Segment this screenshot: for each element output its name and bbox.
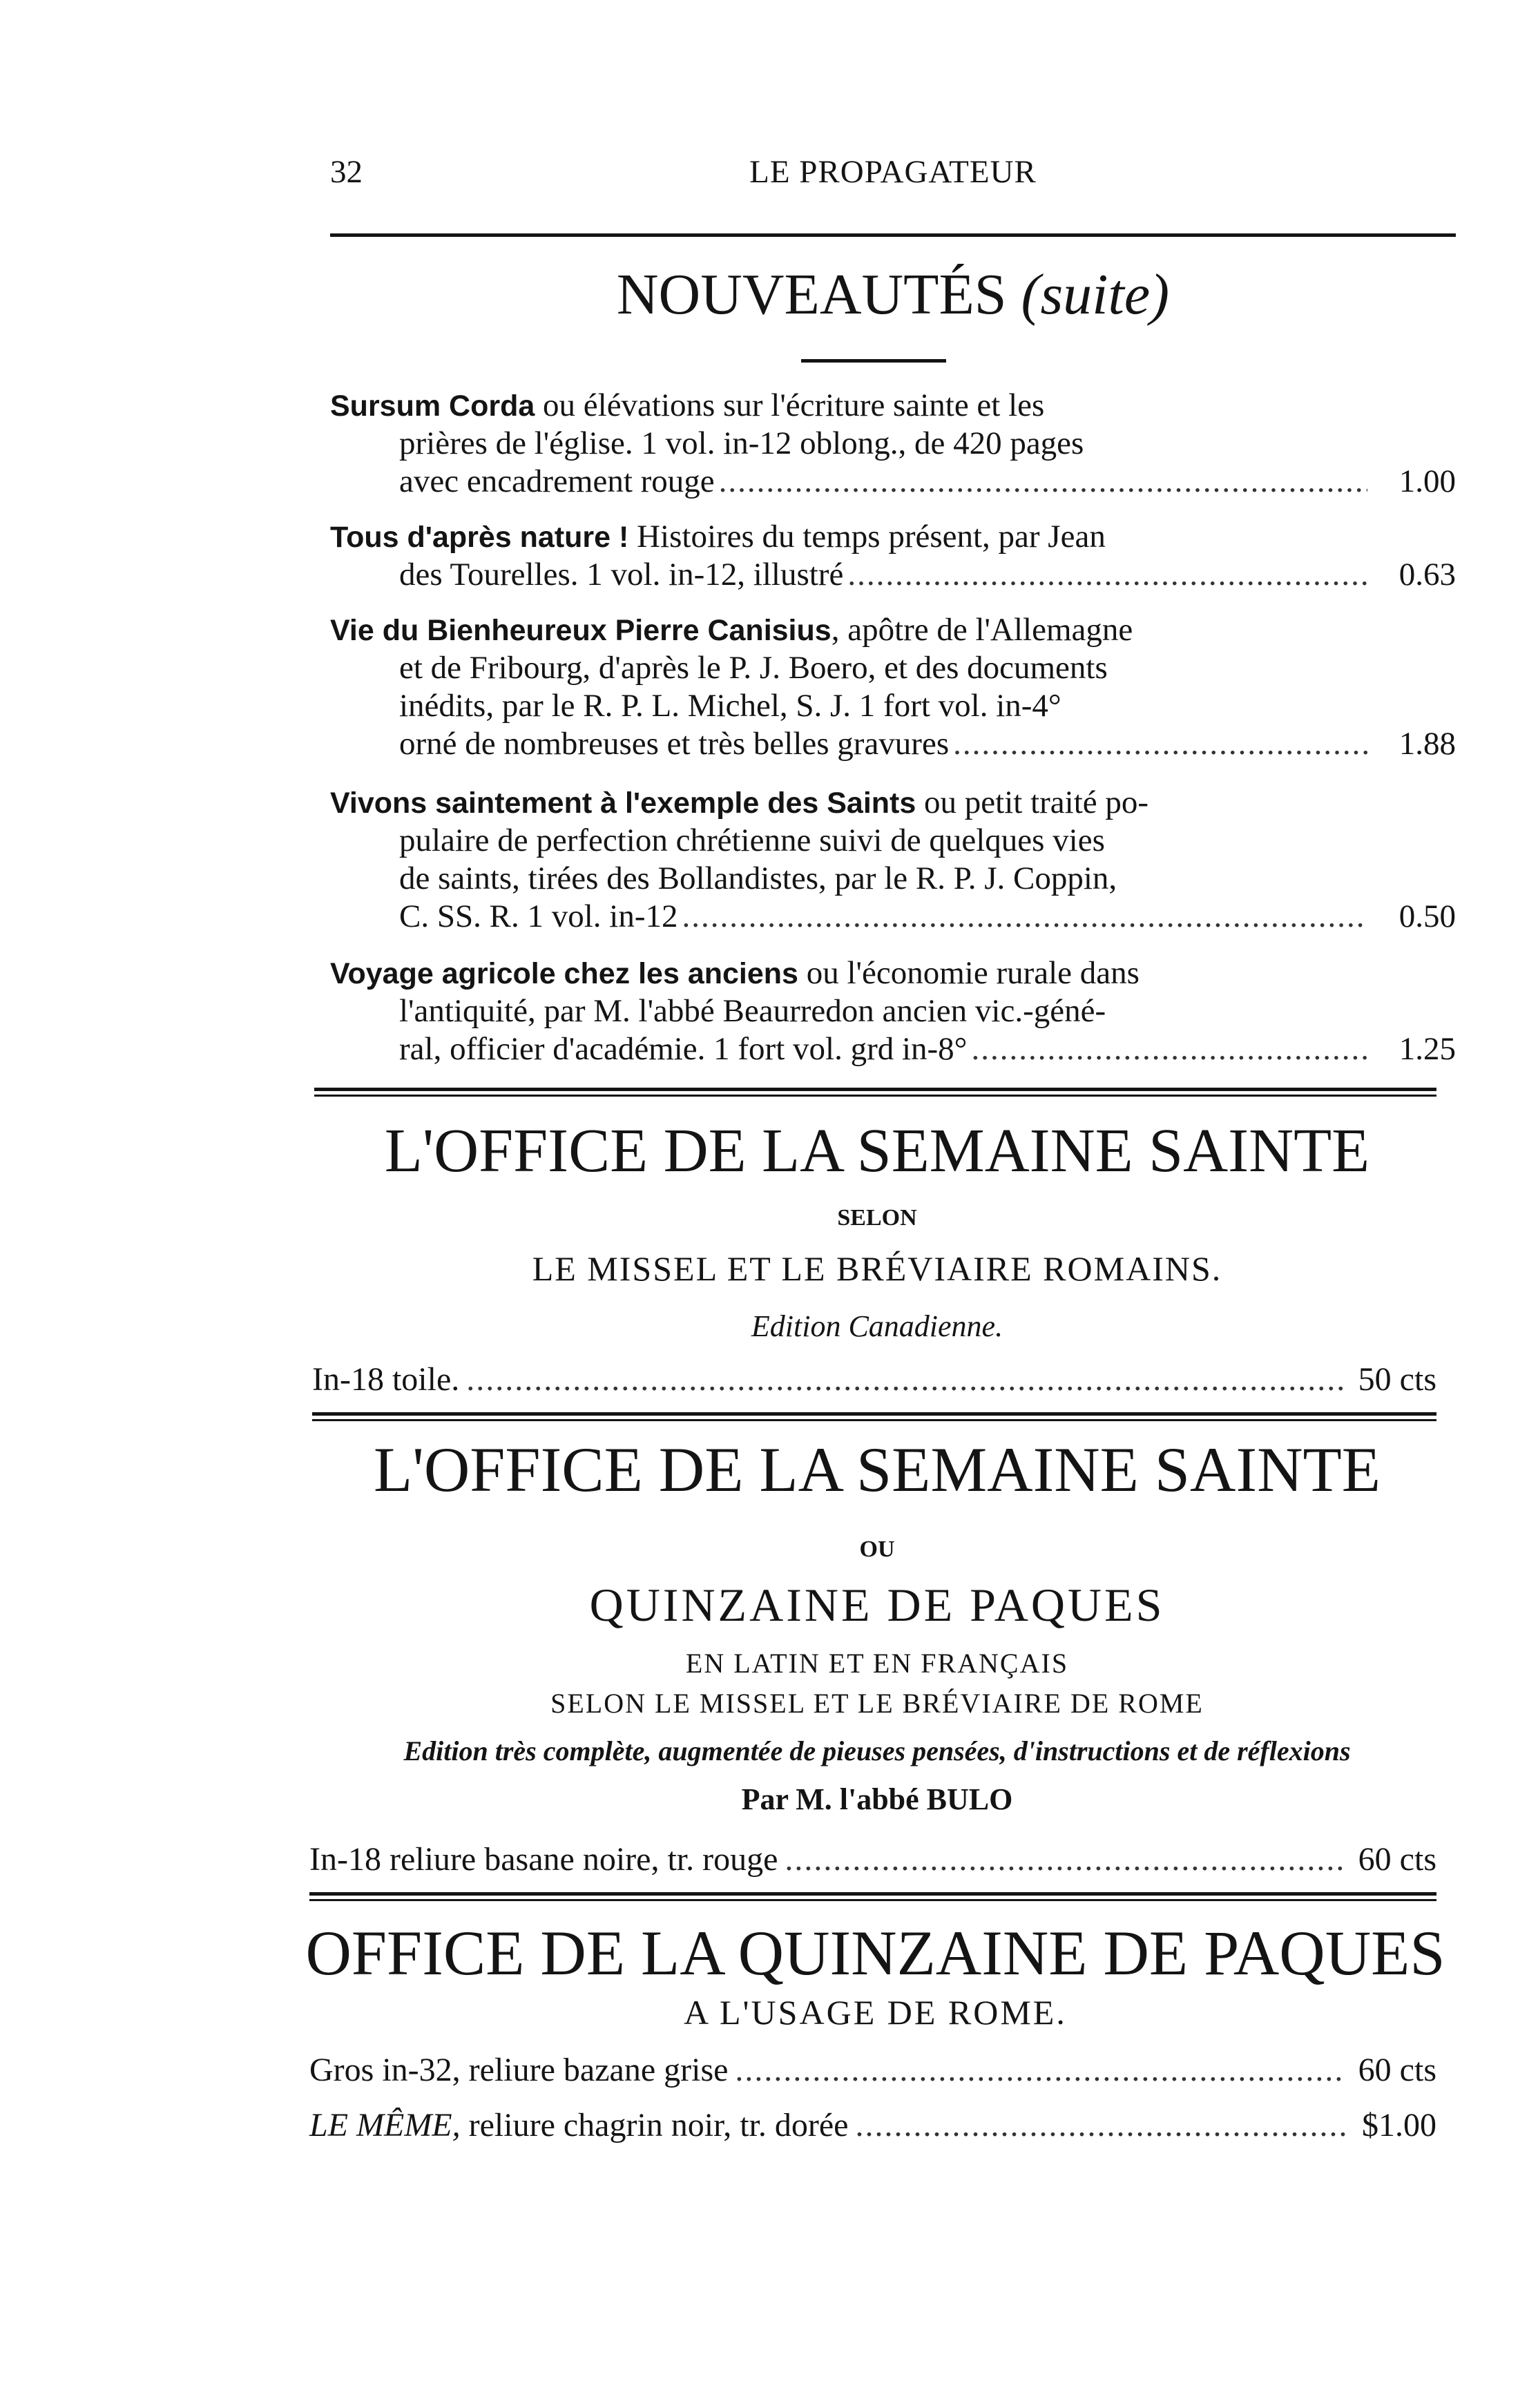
- dot-leader: [855, 2106, 1349, 2144]
- page-number: 32: [330, 154, 363, 190]
- nouveautes-title-main: NOUVEAUTÉS: [616, 262, 1007, 327]
- office1-subtitle: LE MISSEL ET LE BRÉVIAIRE ROMAINS.: [532, 1249, 1222, 1288]
- book-desc-line: ou l'économie rurale dans: [798, 955, 1140, 991]
- office2-item: In-18 reliure basane noire, tr. rouge: [309, 1841, 778, 1878]
- dot-leader: [735, 2051, 1345, 2089]
- office3-item-label: reliure chagrin noir, tr. dorée: [460, 2107, 849, 2144]
- book-desc-line: et de Fribourg, d'après le P. J. Boero, et des documents: [399, 650, 1108, 686]
- book-title: Tous d'après nature !: [330, 521, 629, 554]
- office2-price: 60 cts: [1358, 1841, 1436, 1878]
- book-desc-line: des Tourelles. 1 vol. in-12, illustré: [399, 557, 844, 593]
- header-rule: [330, 233, 1456, 237]
- book-desc-line: l'antiquité, par M. l'abbé Beaurredon ancien vic.-géné-: [399, 993, 1106, 1029]
- running-title: LE PROPAGATEUR: [749, 154, 1037, 190]
- book-title: Vie du Bienheureux Pierre Canisius: [330, 614, 832, 647]
- book-desc-line: , apôtre de l'Allemagne: [831, 612, 1133, 648]
- dot-leader: [466, 1360, 1345, 1398]
- office1-title: L'OFFICE DE LA SEMAINE SAINTE: [384, 1117, 1370, 1185]
- nouveautes-title-suite: (suite): [1021, 262, 1170, 327]
- book-desc-line: ral, officier d'académie. 1 fort vol. grd in-8°: [399, 1031, 968, 1067]
- office2-price-row: [309, 1840, 1436, 1878]
- book-desc-line: orné de nombreuses et très belles gravures: [399, 726, 950, 762]
- book-entry-voyage-agricole: [330, 954, 1456, 1068]
- book-price: 1.25: [1398, 1031, 1456, 1067]
- book-desc-line: de saints, tirées des Bollandistes, par le R. P. J. Coppin,: [399, 860, 1117, 896]
- office2-line1: EN LATIN ET EN FRANÇAIS: [685, 1648, 1069, 1679]
- section-double-rule: [312, 1412, 1436, 1416]
- office1-selon: SELON: [837, 1205, 917, 1231]
- book-desc-line: avec encadrement rouge: [399, 463, 715, 499]
- office3-price-row: [309, 2051, 1436, 2089]
- office2-subtitle: QUINZAINE DE PAQUES: [589, 1579, 1165, 1631]
- book-title: Vivons saintement à l'exemple des Saints: [330, 787, 916, 820]
- running-header: [330, 153, 1456, 202]
- office3-item-price: 60 cts: [1358, 2052, 1436, 2088]
- book-price: 1.00: [1398, 463, 1456, 499]
- dot-leader: [682, 898, 1368, 936]
- dot-leader: [953, 725, 1367, 763]
- title-short-rule: [801, 359, 946, 363]
- dot-leader: [971, 1030, 1367, 1068]
- office3-subtitle: A L'USAGE DE ROME.: [684, 1993, 1067, 2032]
- office2-ou: OU: [859, 1537, 895, 1562]
- office2-title: L'OFFICE DE LA SEMAINE SAINTE: [374, 1434, 1381, 1505]
- office3-price-row: [309, 2106, 1436, 2144]
- book-price: 1.88: [1398, 726, 1456, 762]
- book-desc-line: pulaire de perfection chrétienne suivi de quelques vies: [399, 822, 1105, 858]
- office2-line2: SELON LE MISSEL ET LE BRÉVIAIRE DE ROME: [550, 1688, 1204, 1719]
- nouveautes-title: [330, 261, 1456, 328]
- office3-item-italic: LE MÊME,: [309, 2107, 461, 2144]
- book-desc-line: prières de l'église. 1 vol. in-12 oblong., de 420 pages: [399, 425, 1084, 461]
- office3-title: OFFICE DE LA QUINZAINE DE PAQUES: [305, 1918, 1445, 1988]
- book-desc-line: Histoires du temps présent, par Jean: [628, 519, 1106, 555]
- office1-price-row: [312, 1360, 1436, 1398]
- office3-item-label: Gros in-32, reliure bazane grise: [309, 2052, 729, 2088]
- dot-leader: [785, 1840, 1345, 1878]
- book-price: 0.63: [1398, 557, 1456, 593]
- office2-author: Par M. l'abbé BULO: [741, 1782, 1013, 1816]
- book-entry-vie-pierre-canisius: [330, 611, 1456, 763]
- book-entry-tous-d-apres-nature: [330, 518, 1456, 594]
- book-desc-line: inédits, par le R. P. L. Michel, S. J. 1 fort vol. in-4°: [399, 688, 1061, 724]
- office3-item-price: $1.00: [1362, 2107, 1436, 2144]
- book-entry-sursum-corda: [330, 387, 1456, 501]
- dot-leader: [847, 556, 1367, 594]
- section-double-rule: [314, 1088, 1436, 1091]
- book-entry-vivons-saintement: [330, 784, 1456, 936]
- office1-price: 50 cts: [1358, 1361, 1436, 1398]
- office2-edition: Edition très complète, augmentée de pieuses pensées, d'instructions et de réflexions: [403, 1735, 1351, 1766]
- office1-edition: Edition Canadienne.: [751, 1309, 1003, 1343]
- book-title: Voyage agricole chez les anciens: [330, 957, 798, 990]
- book-desc-line: ou élévations sur l'écriture sainte et les: [535, 387, 1045, 423]
- office1-item: In-18 toile.: [312, 1361, 460, 1398]
- book-desc-line: ou petit traité po-: [916, 784, 1149, 820]
- book-price: 0.50: [1398, 898, 1456, 934]
- dot-leader: [719, 463, 1367, 501]
- book-desc-line: C. SS. R. 1 vol. in-12: [399, 898, 678, 934]
- book-title: Sursum Corda: [330, 389, 535, 423]
- section-double-rule: [309, 1892, 1436, 1896]
